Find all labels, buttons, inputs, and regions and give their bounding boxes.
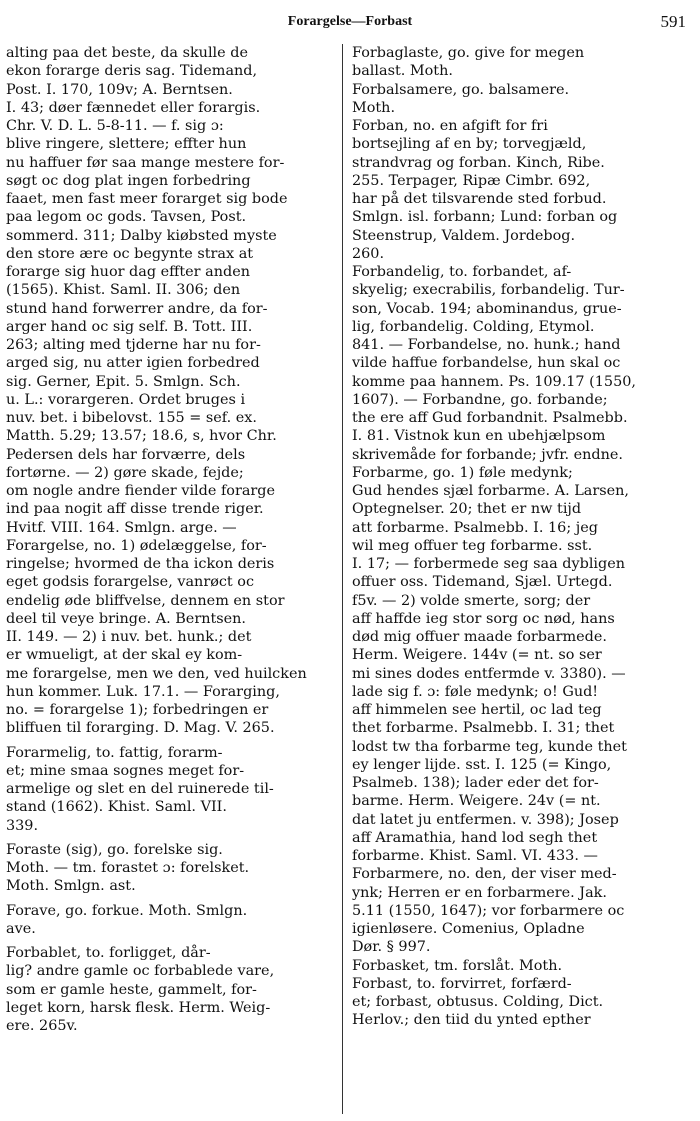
running-title: Forargelse—Forbast [287,14,413,29]
text-line: Forbasket, tm. forslåt. Moth. [352,957,563,974]
text-line: Forarmelig, to. fattig, forarm- [6,744,223,761]
text-line: ey lenger lijde. sst. I. 125 (= Kingo, [352,756,612,773]
text-line: komme paa hannem. Ps. 109.17 (1550, [352,373,636,390]
text-line: Psalmeb. 138); lader eder det for- [352,775,599,791]
text-line: I. 81. Vistnok kun en ubehjælpsom [352,428,606,445]
text-line: eget godsis forargelse, vanrøct oc [6,574,255,591]
text-line: Herlov.; den tiid du ynted epther [352,1012,591,1029]
text-line: lig? andre gamle oc forbablede vare, [6,963,275,980]
text-line: død mig offuer maade forbarmede. [352,629,607,645]
text-line: Forbalsamere, go. balsamere. [352,81,570,98]
text-line: aff himmelen see hertil, oc lad teg [352,702,602,718]
text-line: no. = forargelse 1); forbedringen er [6,702,269,718]
text-line: II. 149. — 2) i nuv. bet. hunk.; det [6,629,252,645]
text-line: Matth. 5.29; 13.57; 18.6, s, hvor Chr. [6,428,277,445]
text-line: faaet, men fast meer forarget sig bode [6,191,288,207]
text-line: Chr. V. D. L. 5-8-11. — f. sig ɔ: [6,118,224,134]
text-line: wil meg offuer teg forbarme. sst. [352,537,593,554]
text-line: Foraste (sig), go. forelske sig. [6,841,223,858]
text-line: Forave, go. forkue. Moth. Smlgn. [6,902,248,919]
text-line: Steenstrup, Valdem. Jordebog. [352,227,576,244]
text-line: har på det tilsvarende sted forbud. [352,191,607,207]
text-line: aff haffde ieg stor sorg oc nød, hans [352,610,615,627]
text-line: lig, forbandelig. Colding, Etymol. [352,318,595,335]
text-line: paa legom oc gods. Tavsen, Post. [6,209,247,226]
text-line: skrivemåde for forbande; jvfr. endne. [352,446,624,463]
page-number: 591 [660,12,686,31]
text-line: stand (1662). Khist. Saml. VII. [6,799,227,816]
text-line: ind paa nogit aff disse trende riger. [6,501,264,518]
text-line: Pedersen dels har forværre, dels [6,446,246,463]
right-column [352,44,692,1030]
text-line: the ere aff Gud forbandnit. Psalmebb. [352,410,628,426]
text-line: Optegnelser. 20; thet er nw tijd [352,501,582,518]
text-line: Post. I. 170, 109v; A. Berntsen. [6,81,233,98]
text-line: Smlgn. isl. forbann; Lund: forban og [352,209,618,226]
text-line: barme. Herm. Weigere. 24v (= nt. [352,793,601,810]
text-line: 339. [6,817,39,834]
text-line: ere. 265v. [6,1018,78,1034]
text-line: Moth. [352,99,396,116]
text-line: offuer oss. Tidemand, Sjæl. Urtegd. [352,574,613,591]
text-line: Forbandelig, to. forbandet, af- [352,264,572,280]
text-line: Moth. Smlgn. ast. [6,878,136,895]
text-line: lodst tw tha forbarme teg, kunde thet [352,738,627,755]
text-line: Herm. Weigere. 144v (= nt. so ser [352,647,602,664]
text-line: arger hand oc sig self. B. Tott. III. [6,318,253,335]
text-line: 5.11 (1550, 1647); vor forbarmere oc [352,902,625,919]
text-line: thet forbarme. Psalmebb. I. 31; thet [352,720,615,737]
text-line: Forbarme, go. 1) føle medynk; [352,464,573,481]
text-line: vilde haffue forbandelse, hun skal oc [352,355,621,372]
text-line: ballast. Moth. [352,63,453,80]
text-line: et; forbast, obtusus. Colding, Dict. [352,994,604,1010]
text-line: strandvrag og forban. Kinch, Ribe. [352,154,605,171]
text-line: alting paa det beste, da skulle de [6,45,248,61]
text-line: Forbast, to. forvirret, forfærd- [352,975,572,992]
column-divider [342,44,343,1114]
text-line: forarge sig huor dag effter anden [6,264,250,280]
text-line: bortsejling af en by; torvegjæld, [352,136,587,153]
text-line: aff Aramathia, hand lod segh thet [352,829,598,846]
text-line: me forargelse, men we den, ved huilcken [6,665,307,682]
text-line: som er gamle heste, gammelt, for- [6,981,257,998]
text-line: ringelse; hvormed de tha ickon deris [6,556,275,572]
text-line: stund hand forwerrer andre, da for- [6,300,268,317]
text-line: 255. Terpager, Ripæ Cimbr. 692, [352,172,591,189]
text-line: armelige og slet en del ruinerede til- [6,781,274,797]
text-line: ynk; Herren er en forbarmere. Jak. [352,884,607,901]
text-line: endelig øde bliffvelse, dennem en stor [6,592,285,609]
text-line: sig. Gerner, Epit. 5. Smlgn. Sch. [6,373,241,390]
text-line: et; mine smaa sognes meget for- [6,762,245,779]
text-line: 841. — Forbandelse, no. hunk.; hand [352,337,621,353]
text-line: er wmueligt, at der skal ey kom- [6,647,243,664]
left-column [6,44,338,1035]
text-line: Forban, no. en afgift for fri [352,118,548,134]
text-line: bliffuen til forarging. D. Mag. V. 265. [6,720,275,737]
text-line: Gud hendes sjæl forbarme. A. Larsen, [352,483,629,499]
text-line: ekon forarge deris sag. Tidemand, [6,63,258,80]
text-line: nuv. bet. i bibelovst. 155 = sef. ex. [6,410,257,426]
text-line: skyelig; execrabilis, forbandelig. Tur- [352,282,625,299]
text-line: om nogle andre fiender vilde forarge [6,483,276,499]
text-line: u. L.: vorargeren. Ordet bruges i [6,391,246,408]
text-line: att forbarme. Psalmebb. I. 16; jeg [352,519,598,536]
text-line: lade sig f. ɔ: føle medynk; o! Gud! [352,683,599,700]
text-line: Moth. — tm. forastet ɔ: forelsket. [6,860,250,876]
text-line: ave. [6,920,36,937]
text-line: Forbaglaste, go. give for megen [352,45,585,61]
text-line: deel til veye bringe. A. Berntsen. [6,610,246,627]
text-line: (1565). Khist. Saml. II. 306; den [6,282,241,299]
page-header [0,6,700,36]
text-line: hun kommer. Luk. 17.1. — Forarging, [6,683,280,700]
text-line: I. 43; døer fænnedet eller forargis. [6,99,261,116]
text-line: mi sines dodes entfermde v. 3380). — [352,665,626,682]
text-line: arged sig, nu atter igien forbedred [6,355,260,372]
text-line: 263; alting med tjderne har nu for- [6,337,261,353]
text-line: blive ringere, slettere; effter hun [6,136,247,153]
text-line: fortørne. — 2) gøre skade, fejde; [6,464,244,481]
text-line: den store ære oc begynte strax at [6,245,254,262]
text-line: sommerd. 311; Dalby kiøbsted myste [6,227,277,244]
text-line: 260. [352,245,385,262]
text-line: Hvitf. VIII. 164. Smlgn. arge. — [6,519,237,536]
text-line: f5v. — 2) volde smerte, sorg; der [352,592,591,609]
text-line: søgt oc dog plat ingen forbedring [6,172,251,189]
text-line: Forargelse, no. 1) ødelæggelse, for- [6,537,267,554]
text-line: forbarme. Khist. Saml. VI. 433. — [352,848,598,864]
text-line: Dør. § 997. [352,939,431,956]
text-line: igienløsere. Comenius, Opladne [352,921,585,937]
text-line: son, Vocab. 194; abominandus, grue- [352,300,622,317]
text-line: Forbarmere, no. den, der viser med- [352,866,617,883]
text-line: 1607). — Forbandne, go. forbande; [352,391,608,408]
text-line: dat latet ju entfermen. v. 398); Josep [352,811,619,828]
text-line: leget korn, harsk flesk. Herm. Weig- [6,999,271,1016]
text-line: I. 17; — forbermede seg saa dybligen [352,556,626,572]
text-line: nu haffuer før saa mange mestere for- [6,154,285,171]
text-line: Forbablet, to. forligget, dår- [6,945,211,961]
